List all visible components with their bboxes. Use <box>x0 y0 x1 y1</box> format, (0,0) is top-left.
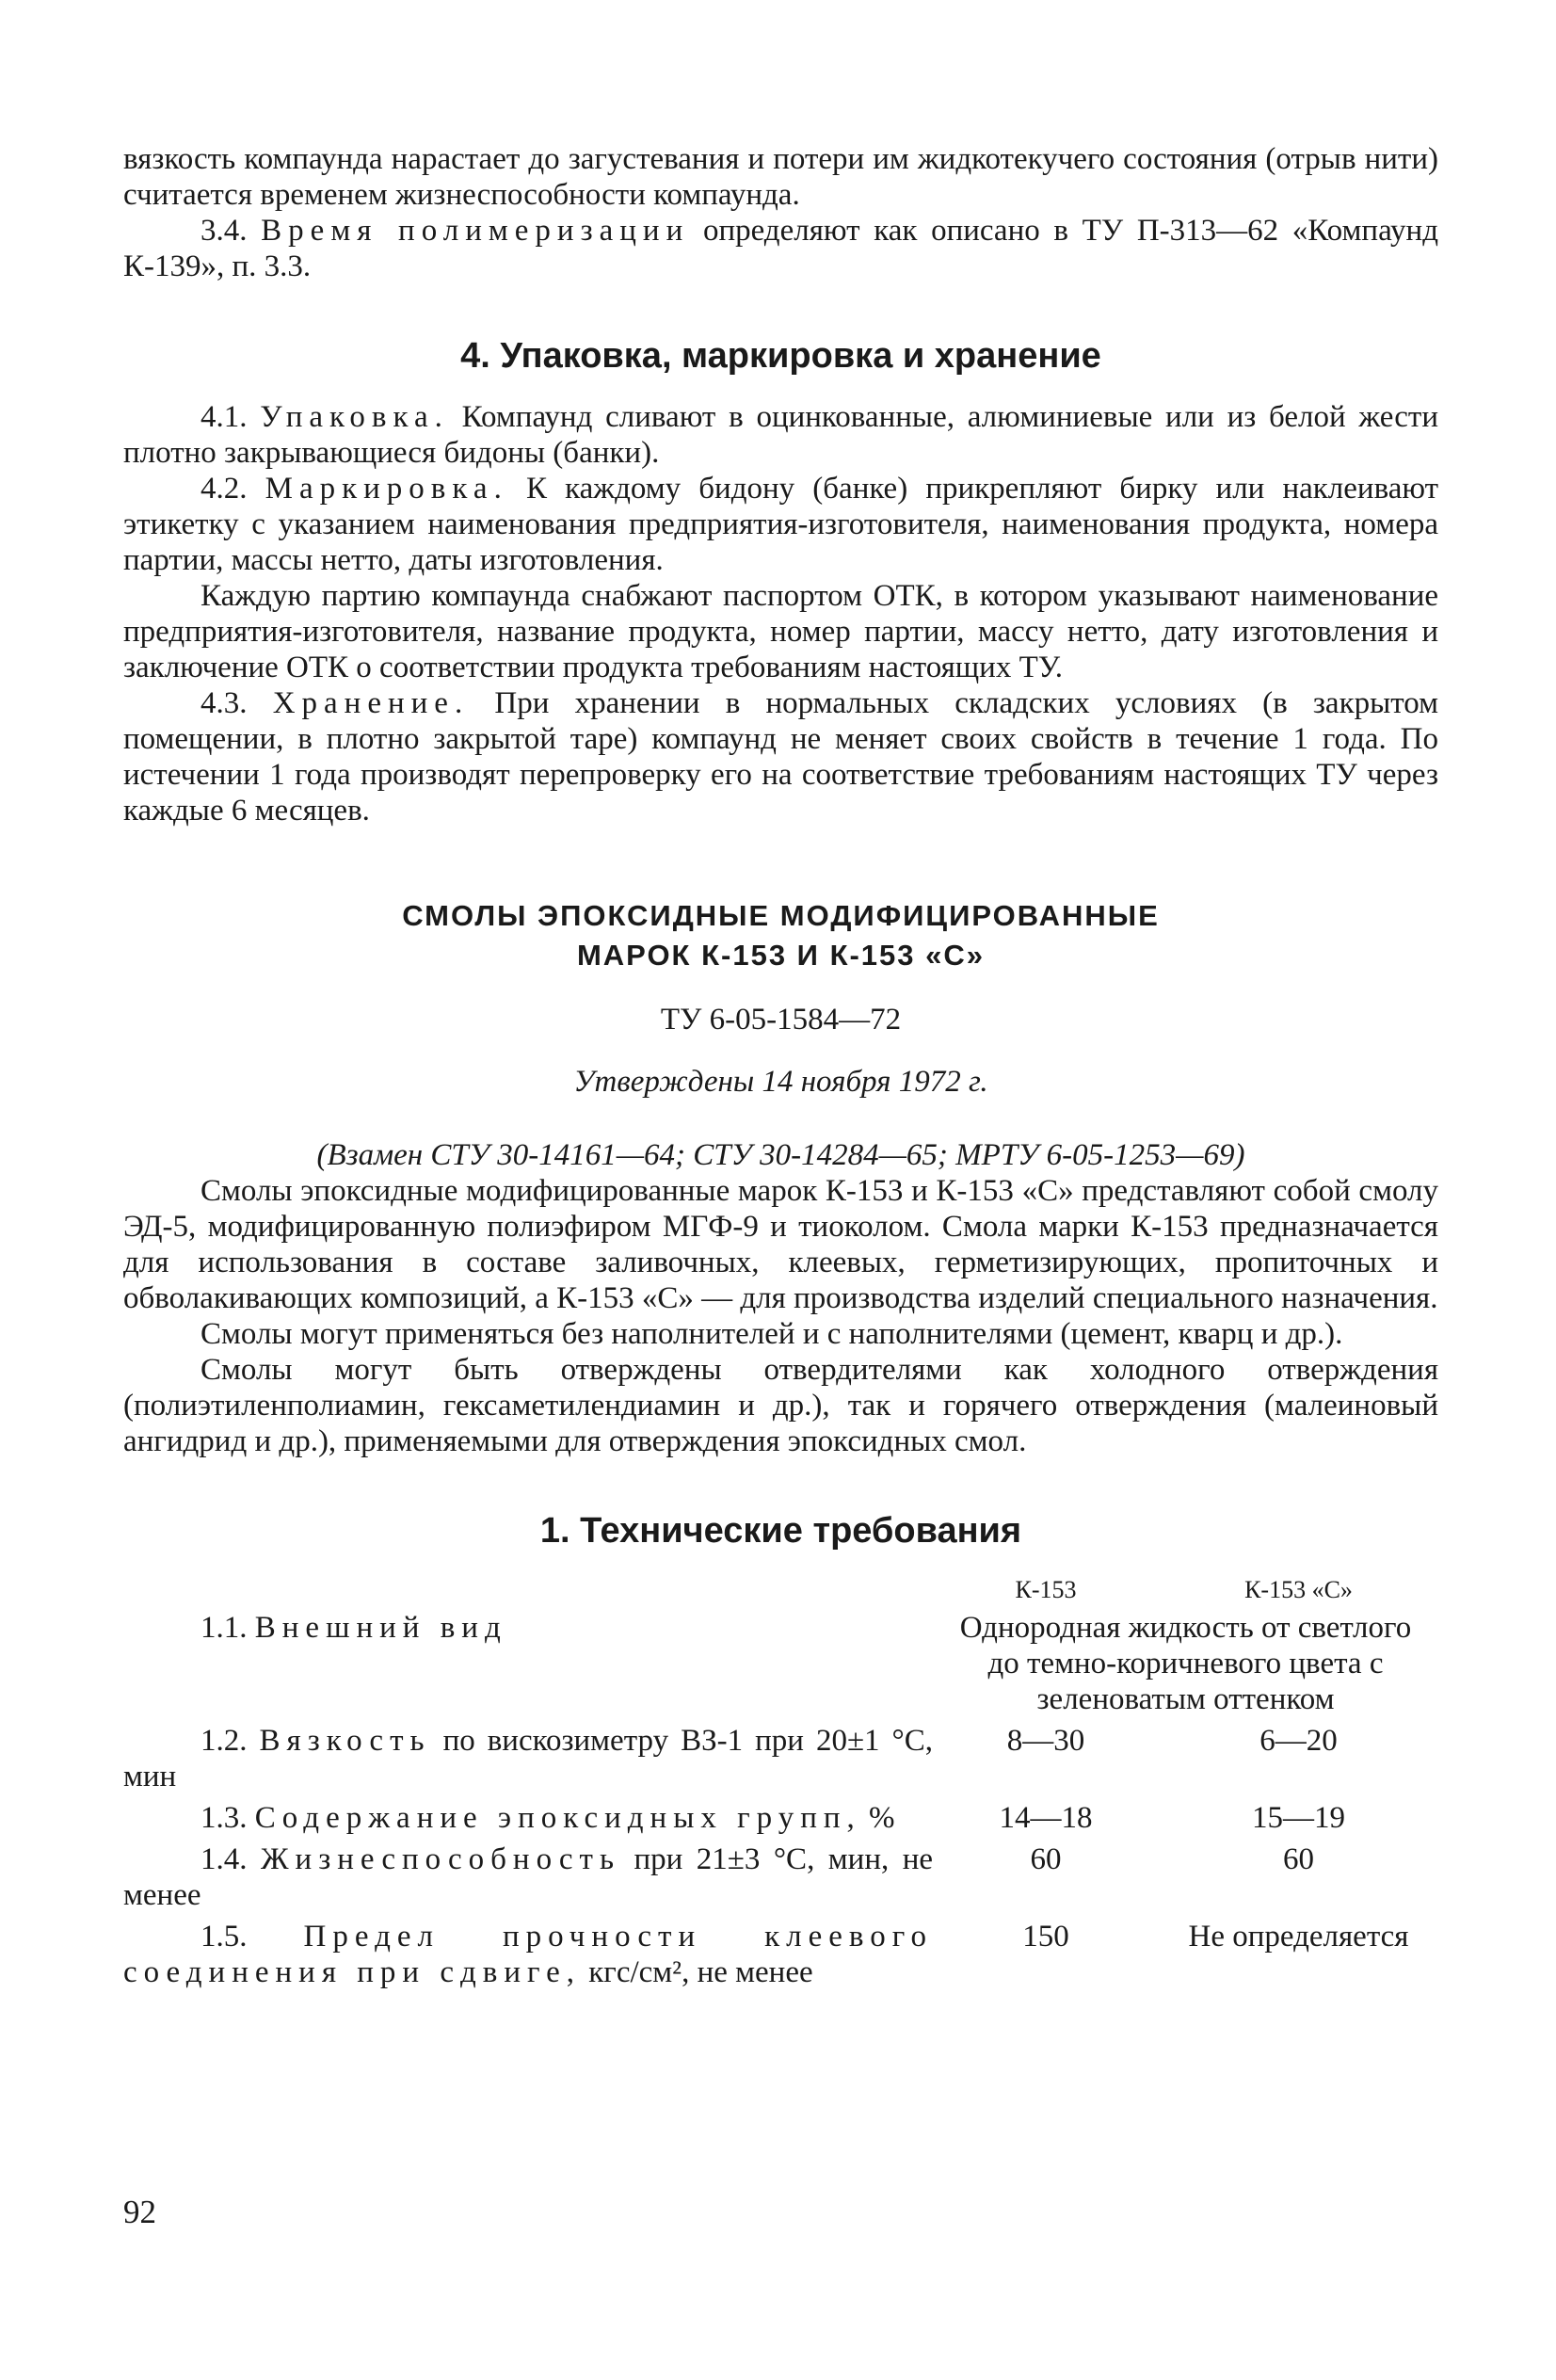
clause-number: 1.1. <box>201 1611 248 1645</box>
spec-row-label <box>123 1723 933 1794</box>
clause-text: определяют как описано в ТУ П-313—62 «Компаунд К-139», п. 3.3. <box>123 214 1439 283</box>
spec-row-label <box>123 1800 933 1836</box>
spec-value-k153c: 15—19 <box>1252 1801 1345 1835</box>
clause-term: Предел прочности клеевого соединения при сдвиге, <box>123 1920 933 1989</box>
clause-term: Внешний вид <box>254 1611 507 1645</box>
clause-term: Хранение. <box>272 686 470 720</box>
spec-table <box>123 1576 1438 1990</box>
clause-text: К каждому бидону (банке) прикрепляют бирку или наклеивают этикетку с указанием наименования предприятия-изготовителя, наименования продукта, номера партии, массы нетто, даты изготовления. <box>123 472 1438 577</box>
spec-value-k153: 14—18 <box>999 1801 1093 1835</box>
tu-number: ТУ 6-05-1584—72 <box>660 1003 902 1037</box>
clause-text: При хранении в нормальных складских условиях (в закрытом помещении, в плотно закрытой таре) компаунд не меняет своих свойств в течение 1 года. По истечении 1 года производят перепроверку его на соответствие требованиям настоящих ТУ через каждые 6 месяцев. <box>123 686 1439 828</box>
paragraph-4-2 <box>123 471 1438 578</box>
spec-value-k153c: Не определяется <box>1188 1920 1409 1954</box>
spec-row-label <box>123 1610 933 1646</box>
paragraph-4-1 <box>123 399 1438 471</box>
resin-paragraph-2: Смолы могут применяться без наполнителей и с наполнителями (цемент, кварц и др.). <box>201 1317 1343 1351</box>
clause-term: Жизнеспособность <box>260 1842 621 1876</box>
paragraph-otk: Каждую партию компаунда снабжают паспортом ОТК, в котором указывают наименование предприятия-изготовителя, название продукта, номер партии, массу нетто, дату изготовления и заключение ОТК о соответствии продукта требованиям настоящих ТУ. <box>123 579 1438 684</box>
clause-term: Вязкость <box>259 1724 431 1758</box>
clause-number: 4.1. <box>201 400 248 434</box>
clause-text: кгс/см², не менее <box>588 1955 813 1989</box>
clause-term: Содержание эпоксидных групп, <box>254 1801 861 1835</box>
clause-text: % <box>869 1801 895 1835</box>
resin-title-line1: СМОЛЫ ЭПОКСИДНЫЕ МОДИФИЦИРОВАННЫЕ <box>402 899 1160 932</box>
intro-paragraph: вязкость компаунда нарастает до загустевания и потери им жидкотекучего состояния (отрыв нити) считается временем жизнеспособности компаунда. <box>123 142 1438 212</box>
clause-text: Компаунд сливают в оцинкованные, алюминиевые или из белой жести плотно закрывающиеся бидоны (банки). <box>123 400 1438 470</box>
clause-text: при 21±3 °С, мин, не менее <box>123 1842 934 1912</box>
clause-term: Маркировка. <box>265 472 508 506</box>
clause-number: 1.3. <box>201 1801 248 1835</box>
resin-title-line2: МАРОК К-153 И К-153 «С» <box>576 939 986 972</box>
clause-number: 1.2. <box>201 1724 248 1758</box>
resin-paragraph-1: Смолы эпоксидные модифицированные марок К-153 и К-153 «С» представляют собой смолу ЭД-5, модифицированную полиэфиром МГФ-9 и тиоколом. Смола марки К-153 предназначается для использования в составе заливочных, клеевых, герметизирующих, пропиточных и обволакивающих композиций, а К-153 «С» — для производства изделий специального назначения. <box>123 1174 1438 1315</box>
paragraph-3-4 <box>123 213 1438 284</box>
spec-row-label <box>123 1841 933 1913</box>
spec-value-k153c: 6—20 <box>1259 1724 1338 1758</box>
clause-term: Упаковка. <box>260 400 449 434</box>
section-4-title: 4. Упаковка, маркировка и хранение <box>460 336 1101 376</box>
page-number: 92 <box>123 2194 156 2230</box>
spec-value-k153c: 60 <box>1283 1842 1314 1876</box>
spec-value-k153: 150 <box>1022 1920 1069 1954</box>
section-1-title: 1. Технические требования <box>539 1511 1022 1551</box>
clause-number: 1.5. <box>201 1920 248 1954</box>
clause-number: 4.2. <box>201 472 248 506</box>
spec-row-label <box>123 1919 933 1990</box>
resin-paragraph-3: Смолы могут быть отверждены отвердителями как холодного отверждения (полиэтиленполиамин, гексаметилендиамин и др.), так и горячего отверждения (малеиновый ангидрид и др.), применяемыми для отверждения эпоксидных смол. <box>123 1353 1438 1458</box>
spec-value-appearance: Однородная жидкость от светлого до темно-коричневого цвета с зеленоватым оттенком <box>959 1611 1412 1716</box>
column-header-k153: К-153 <box>1015 1576 1077 1603</box>
approval-date: Утверждены 14 ноября 1972 г. <box>573 1065 988 1099</box>
clause-number: 3.4. <box>201 214 248 248</box>
clause-text: по вискозиметру ВЗ-1 при 20±1 °С, мин <box>123 1724 934 1793</box>
spec-value-k153: 60 <box>1030 1842 1062 1876</box>
replaces-note: (Взамен СТУ 30-14161—64; СТУ 30-14284—65; МРТУ 6-05-1253—69) <box>316 1138 1245 1172</box>
clause-term: Время полимеризации <box>261 214 690 248</box>
clause-number: 1.4. <box>201 1842 248 1876</box>
paragraph-4-3 <box>123 685 1438 828</box>
clause-number: 4.3. <box>201 686 248 720</box>
document-page <box>123 141 1438 1990</box>
column-header-k153c: К-153 «С» <box>1244 1576 1353 1603</box>
spec-value-k153: 8—30 <box>1006 1724 1085 1758</box>
